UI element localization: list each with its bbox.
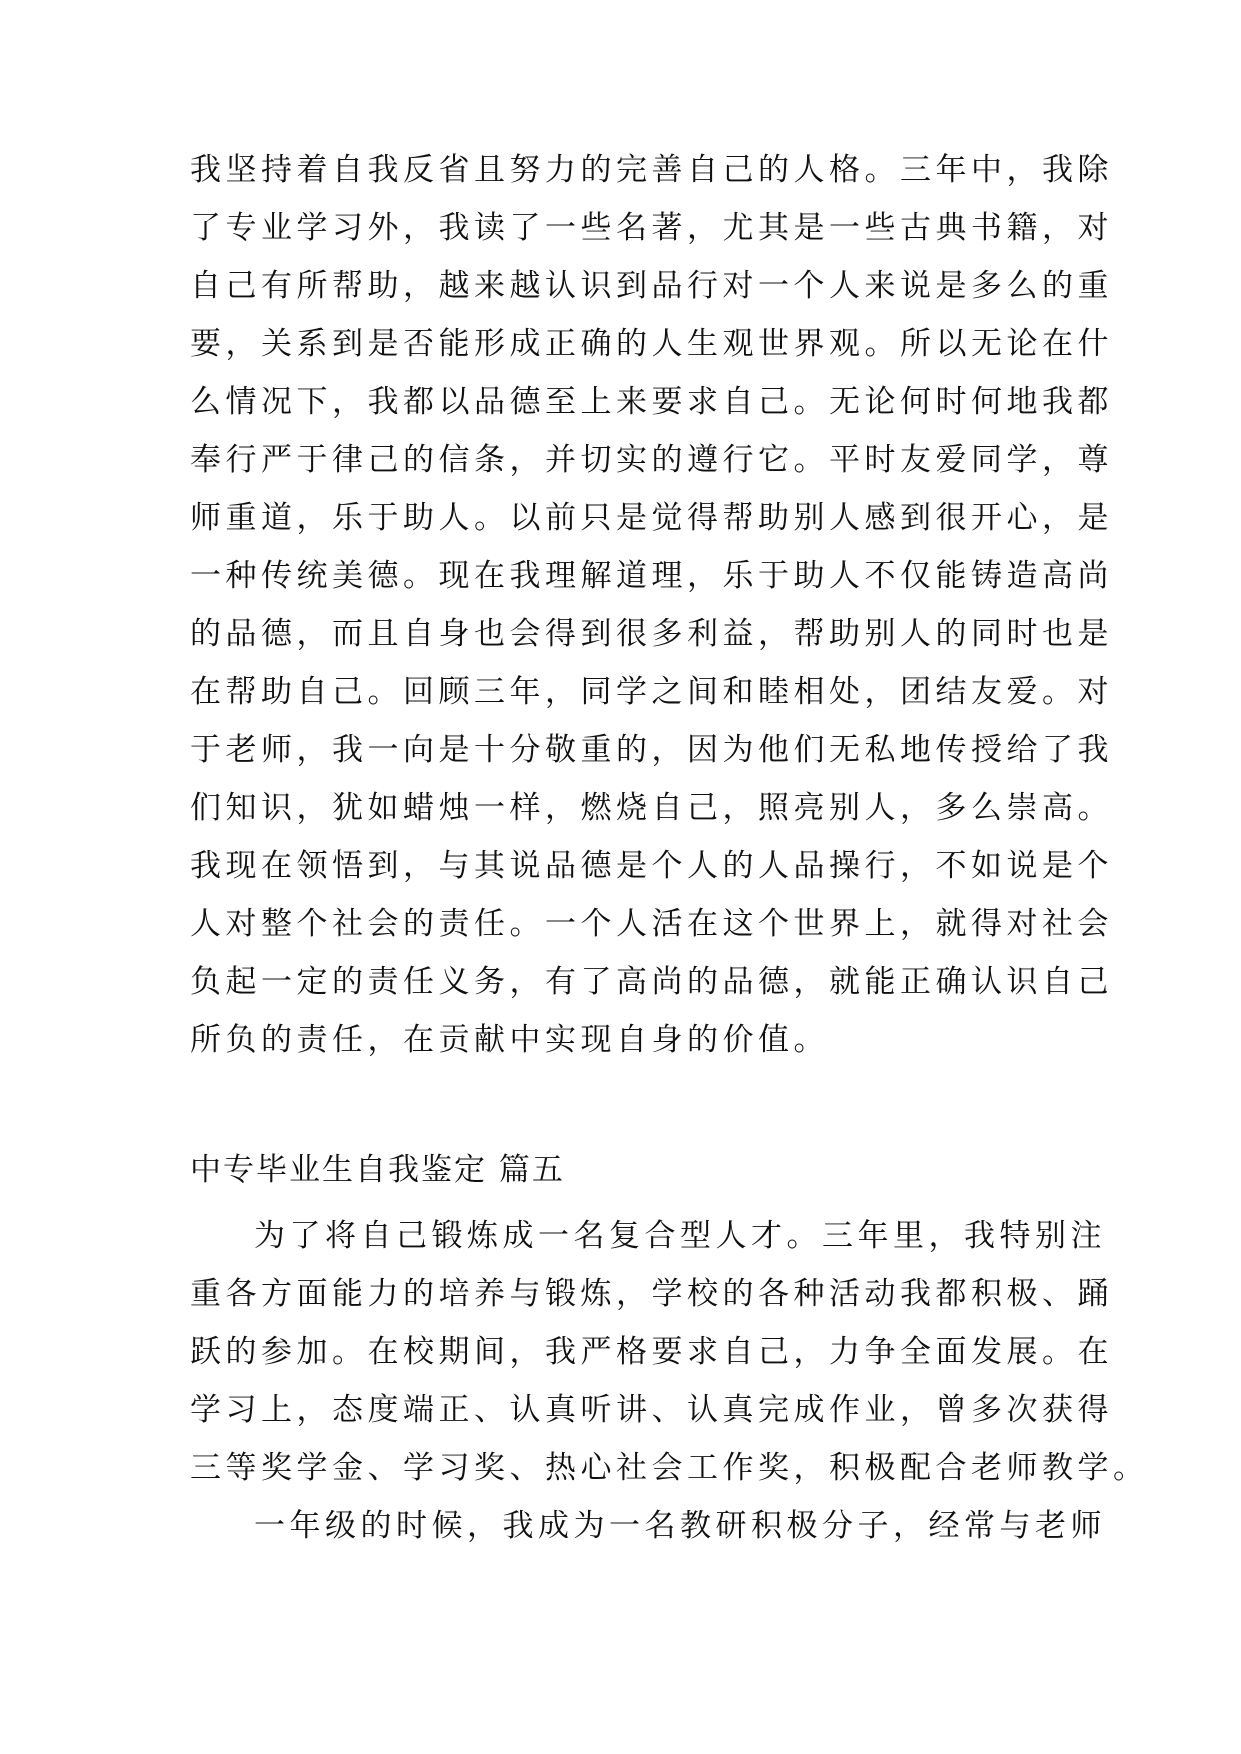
text-line: 么情况下，我都以品德至上来要求自己。无论何时何地我都 bbox=[190, 384, 1113, 420]
text-line: 一年级的时候，我成为一名教研积极分子，经常与老师 bbox=[254, 1508, 1106, 1544]
text-line: 人对整个社会的责任。一个人活在这个世界上，就得对社会 bbox=[190, 906, 1113, 942]
text-line: 奉行严于律己的信条，并切实的遵行它。平时友爱同学，尊 bbox=[190, 442, 1113, 478]
text-line: 要，关系到是否能形成正确的人生观世界观。所以无论在什 bbox=[190, 326, 1113, 362]
text-line: 我现在领悟到，与其说品德是个人的人品操行，不如说是个 bbox=[190, 848, 1113, 884]
text-line: 师重道，乐于助人。以前只是觉得帮助别人感到很开心，是 bbox=[190, 500, 1113, 536]
text-line: 于老师，我一向是十分敬重的，因为他们无私地传授给了我 bbox=[190, 732, 1113, 768]
text-line: 了专业学习外，我读了一些名著，尤其是一些古典书籍，对 bbox=[190, 210, 1113, 246]
text-line: 所负的责任，在贡献中实现自身的价值。 bbox=[190, 1022, 829, 1058]
text-line: 的品德，而且自身也会得到很多利益，帮助别人的同时也是 bbox=[190, 616, 1113, 652]
text-line: 一种传统美德。现在我理解道理，乐于助人不仅能铸造高尚 bbox=[190, 558, 1113, 594]
text-line: 跃的参加。在校期间，我严格要求自己，力争全面发展。在 bbox=[190, 1334, 1113, 1370]
text-line: 们知识，犹如蜡烛一样，燃烧自己，照亮别人，多么崇高。 bbox=[190, 790, 1113, 826]
text-line: 自己有所帮助，越来越认识到品行对一个人来说是多么的重 bbox=[190, 268, 1113, 304]
text-line: 重各方面能力的培养与锻炼，学校的各种活动我都积极、踊 bbox=[190, 1276, 1113, 1312]
text-line: 为了将自己锻炼成一名复合型人才。三年里，我特别注 bbox=[254, 1218, 1106, 1254]
section-heading: 中专毕业生自我鉴定 篇五 bbox=[190, 1152, 565, 1188]
text-line: 我坚持着自我反省且努力的完善自己的人格。三年中，我除 bbox=[190, 152, 1113, 188]
text-line: 三等奖学金、学习奖、热心社会工作奖，积极配合老师教学。 bbox=[190, 1450, 1149, 1486]
text-line: 负起一定的责任义务，有了高尚的品德，就能正确认识自己 bbox=[190, 964, 1113, 1000]
text-line: 在帮助自己。回顾三年，同学之间和睦相处，团结友爱。对 bbox=[190, 674, 1113, 710]
text-line: 学习上，态度端正、认真听讲、认真完成作业，曾多次获得 bbox=[190, 1392, 1113, 1428]
